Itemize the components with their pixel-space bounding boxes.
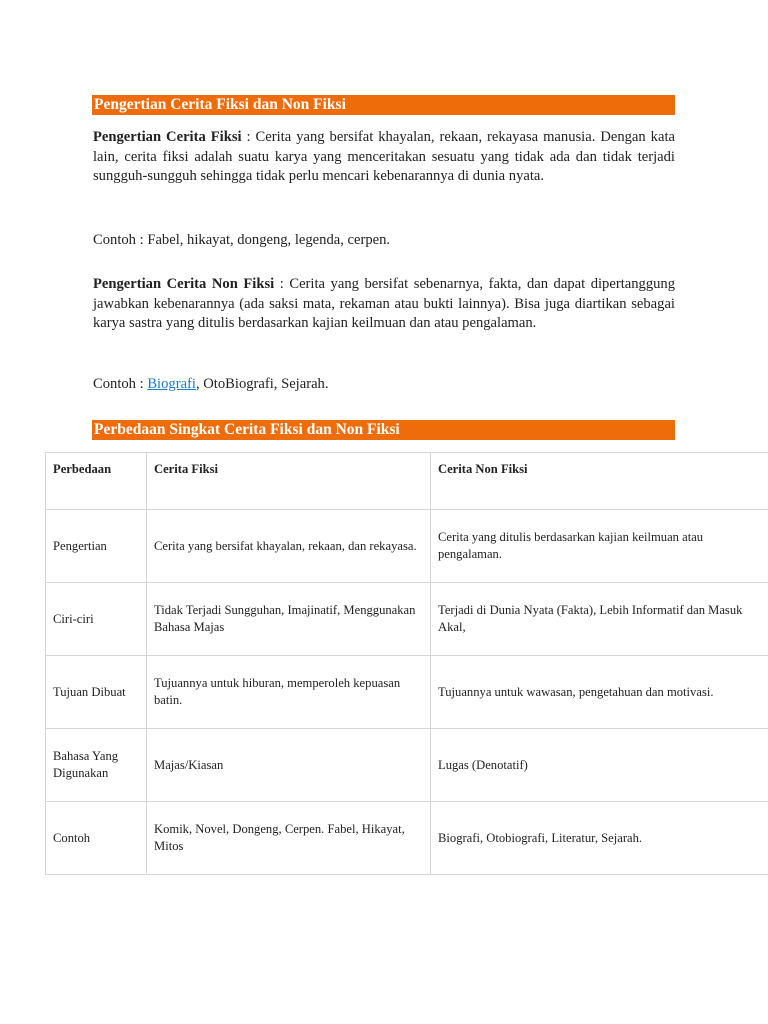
table-cell: Tidak Terjadi Sungguhan, Imajinatif, Menggunakan Bahasa Majas	[147, 583, 431, 656]
table-row	[46, 802, 768, 875]
table-row	[46, 656, 768, 729]
table-header-cell: Cerita Non Fiksi	[431, 453, 768, 510]
table-cell: Cerita yang ditulis berdasarkan kajian keilmuan atau pengalaman.	[431, 510, 768, 583]
table-cell: Pengertian	[46, 510, 147, 583]
table-cell: Contoh	[46, 802, 147, 875]
fiksi-definition	[93, 128, 675, 187]
fiksi-definition-text: : Cerita yang bersifat khayalan, rekaan, rekayasa manusia. Dengan kata lain, cerita fiksi adalah suatu karya yang menceritakan sesuatu yang tidak ada dan tidak terjadi sungguh-sungguh sehingga tidak perlu mencari kebenarannya di dunia nyata.	[93, 129, 675, 184]
table-cell: Ciri-ciri	[46, 583, 147, 656]
section-heading-perbedaan: Perbedaan Singkat Cerita Fiksi dan Non Fiksi	[92, 420, 675, 440]
table-header-row	[46, 453, 768, 510]
nonfiksi-definition	[93, 275, 675, 334]
nonfiksi-examples-suffix: , OtoBiografi, Sejarah.	[195, 376, 329, 392]
section-heading-pengertian: Pengertian Cerita Fiksi dan Non Fiksi	[92, 95, 675, 115]
table-header-cell: Perbedaan	[46, 453, 147, 510]
nonfiksi-definition-text: : Cerita yang bersifat sebenarnya, fakta, dan dapat dipertanggung jawabkan kebenarannya (ada saksi mata, rekaman atau bukti lainnya). Bisa juga diartikan sebagai karya sastra yang ditulis berdasarkan kajian keilmuan dan atau pengalaman.	[93, 276, 676, 331]
table-cell: Bahasa Yang Digunakan	[46, 729, 147, 802]
table-row	[46, 729, 768, 802]
nonfiksi-examples	[93, 375, 329, 395]
table-header-cell: Cerita Fiksi	[147, 453, 431, 510]
table-cell: Tujuan Dibuat	[46, 656, 147, 729]
table-cell: Terjadi di Dunia Nyata (Fakta), Lebih Informatif dan Masuk Akal,	[431, 583, 768, 656]
table-cell: Lugas (Denotatif)	[431, 729, 768, 802]
biografi-link[interactable]: Biografi	[147, 376, 196, 392]
table-cell: Tujuannya untuk wawasan, pengetahuan dan motivasi.	[431, 656, 768, 729]
table-cell: Cerita yang bersifat khayalan, rekaan, dan rekayasa.	[147, 510, 431, 583]
comparison-table	[45, 452, 768, 875]
table-row	[46, 510, 768, 583]
fiksi-examples: Contoh : Fabel, hikayat, dongeng, legenda, cerpen.	[93, 232, 391, 248]
nonfiksi-term: Pengertian Cerita Non Fiksi	[93, 276, 275, 292]
fiksi-term: Pengertian Cerita Fiksi	[93, 129, 242, 145]
table-row	[46, 583, 768, 656]
table-cell: Majas/Kiasan	[147, 729, 431, 802]
table-cell: Komik, Novel, Dongeng, Cerpen. Fabel, Hikayat, Mitos	[147, 802, 431, 875]
table-cell: Tujuannya untuk hiburan, memperoleh kepuasan batin.	[147, 656, 431, 729]
nonfiksi-examples-prefix: Contoh :	[93, 376, 148, 392]
table-cell: Biografi, Otobiografi, Literatur, Sejarah.	[431, 802, 768, 875]
